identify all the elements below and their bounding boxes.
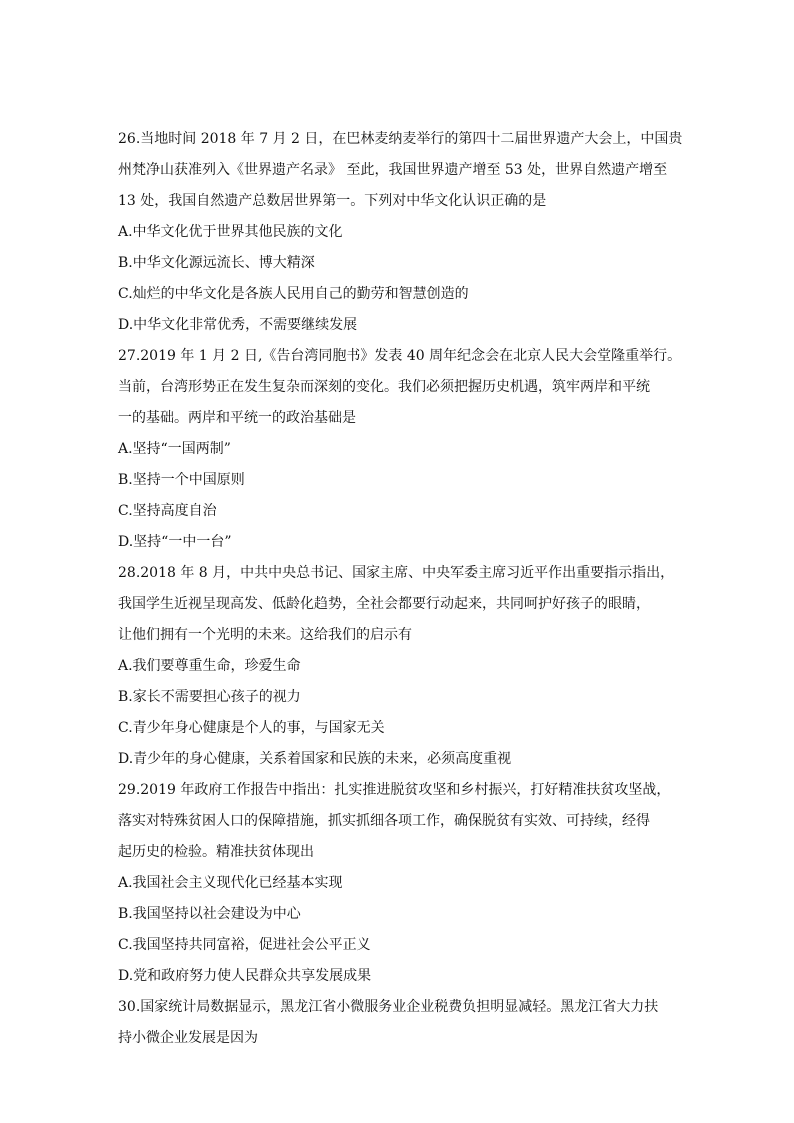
q27-option-b: B.坚持一个中国原则 xyxy=(118,472,245,488)
q27-option-c: C.坚持高度自治 xyxy=(118,503,217,519)
q26-option-a: A.中华文化优于世界其他民族的文化 xyxy=(118,224,343,240)
q27-option-a: A.坚持“一国两制” xyxy=(118,441,231,457)
q27-stem-line-1: 27.2019 年 1 月 2 日,《告台湾同胞书》发表 40 周年纪念会在北京人民大会堂隆重举行。 xyxy=(118,348,682,364)
q26-stem-line-2: 州梵净山获准列入《世界遗产名录》 至此，我国世界遗产增至 53 处，世界自然遗产增至 xyxy=(118,162,668,178)
q29-option-c: C.我国坚持共同富裕，促进社会公平正义 xyxy=(118,937,371,953)
q26-option-c: C.灿烂的中华文化是各族人民用自己的勤劳和智慧创造的 xyxy=(118,286,469,302)
q29-option-a: A.我国社会主义现代化已经基本实现 xyxy=(118,875,343,891)
q28-stem-line-3: 让他们拥有一个光明的未来。这给我们的启示有 xyxy=(118,627,412,643)
q27-stem-line-3: 一的基础。两岸和平统一的政治基础是 xyxy=(118,410,356,426)
q28-stem-line-2: 我国学生近视呈现高发、低龄化趋势，全社会都要行动起来，共同呵护好孩子的眼睛， xyxy=(118,596,650,612)
q29-stem-line-1: 29.2019 年政府工作报告中指出：扎实推进脱贫攻坚和乡村振兴，打好精准扶贫攻坚战， xyxy=(118,782,671,798)
q27-stem-line-2: 当前，台湾形势正在发生复杂而深刻的变化。我们必须把握历史机遇，筑牢两岸和平统 xyxy=(118,379,650,395)
q30-stem-line-1: 30.国家统计局数据显示，黑龙江省小微服务业企业税费负担明显减轻。黑龙江省大力扶 xyxy=(118,999,659,1015)
q28-option-b: B.家长不需要担心孩子的视力 xyxy=(118,689,301,705)
q29-stem-line-3: 起历史的检验。精准扶贫体现出 xyxy=(118,844,314,860)
q26-option-b: B.中华文化源远流长、博大精深 xyxy=(118,255,315,271)
q28-stem-line-1: 28.2018 年 8 月，中共中央总书记、国家主席、中央军委主席习近平作出重要指示指出， xyxy=(118,565,675,581)
q26-stem-line-3: 13 处，我国自然遗产总数居世界第一。下列对中华文化认识正确的是 xyxy=(118,193,547,209)
q28-option-d: D.青少年的身心健康，关系着国家和民族的未来，必须高度重视 xyxy=(118,751,512,767)
q27-option-d: D.坚持“一中一台” xyxy=(118,534,232,550)
q29-option-d: D.党和政府努力使人民群众共享发展成果 xyxy=(118,968,372,984)
q29-option-b: B.我国坚持以社会建设为中心 xyxy=(118,906,301,922)
q30-stem-line-2: 持小微企业发展是因为 xyxy=(118,1030,258,1046)
q28-option-a: A.我们要尊重生命，珍爱生命 xyxy=(118,658,301,674)
q28-option-c: C.青少年身心健康是个人的事，与国家无关 xyxy=(118,720,385,736)
q29-stem-line-2: 落实对特殊贫困人口的保障措施，抓实抓细各项工作，确保脱贫有实效、可持续，经得 xyxy=(118,813,650,829)
q26-stem-line-1: 26.当地时间 2018 年 7 月 2 日，在巴林麦纳麦举行的第四十二届世界遗产大会上，中国贵 xyxy=(118,131,683,147)
q26-option-d: D.中华文化非常优秀，不需要继续发展 xyxy=(118,317,358,333)
